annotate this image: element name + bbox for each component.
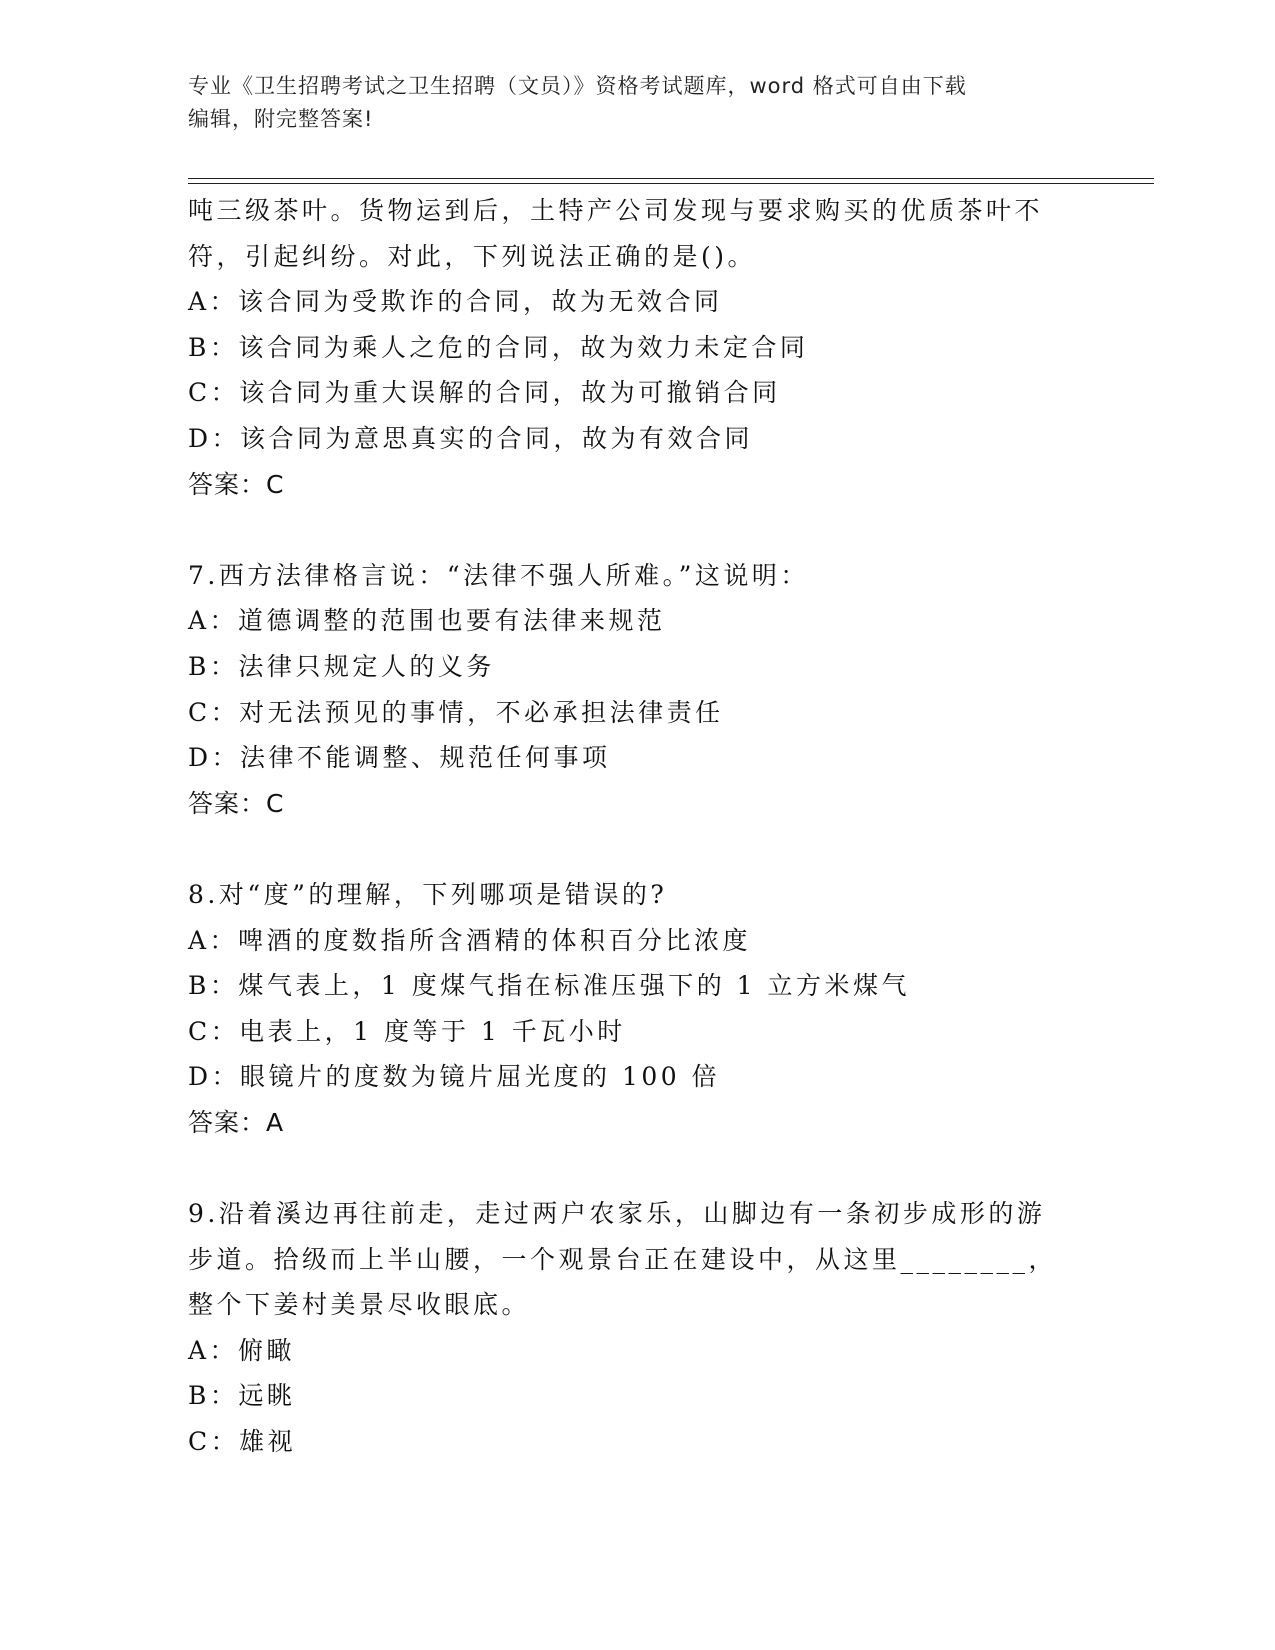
option-b: B：法律只规定人的义务 <box>188 651 495 681</box>
question-stem: 7.西方法律格言说：“法律不强人所难。”这说明： <box>188 560 809 590</box>
answer-line: 答案：C <box>188 788 285 818</box>
option-c: C：对无法预见的事情，不必承担法律责任 <box>188 697 724 727</box>
question-list <box>188 188 1088 1465</box>
option-b: B：远眺 <box>188 1381 296 1411</box>
header-line-1: 专业《卫生招聘考试之卫生招聘（文员）》资格考试题库，word 格式可自由下载 <box>188 74 967 98</box>
header-rule-bottom <box>188 183 1154 184</box>
spacer <box>188 826 1088 872</box>
option-a: A：该合同为受欺诈的合同，故为无效合同 <box>188 287 723 317</box>
spacer <box>188 507 1088 553</box>
option-d: D：该合同为意思真实的合同，故为有效合同 <box>188 423 754 453</box>
option-a: A：道德调整的范围也要有法律来规范 <box>188 606 666 636</box>
document-header <box>188 70 1088 136</box>
question-stem: 8.对“度”的理解，下列哪项是错误的? <box>188 879 668 909</box>
answer-line: 答案：A <box>188 1107 285 1137</box>
option-b: B：煤气表上，1 度煤气指在标准压强下的 1 立方米煤气 <box>188 971 911 1001</box>
question-stem: 整个下姜村美景尽收眼底。 <box>188 1290 531 1320</box>
option-c: C：雄视 <box>188 1427 297 1457</box>
question-stem: 吨三级茶叶。货物运到后，土特产公司发现与要求购买的优质茶叶不 <box>188 196 1044 225</box>
question-6 <box>188 188 1088 507</box>
question-stem: 符，引起纠纷。对此，下列说法正确的是()。 <box>188 241 757 271</box>
header-rule-top <box>188 178 1154 179</box>
answer-line: 答案：C <box>188 469 285 499</box>
question-stem: 步道。拾级而上半山腰，一个观景台正在建设中，从这里________， <box>188 1244 1058 1274</box>
header-line-2: 编辑，附完整答案! <box>188 107 374 131</box>
option-c: C：该合同为重大误解的合同，故为可撤销合同 <box>188 378 781 408</box>
option-c: C：电表上，1 度等于 1 千瓦小时 <box>188 1016 626 1046</box>
option-d: D：法律不能调整、规范任何事项 <box>188 743 611 773</box>
option-b: B：该合同为乘人之危的合同，故为效力未定合同 <box>188 332 809 362</box>
question-8 <box>188 872 1088 1146</box>
question-7 <box>188 553 1088 827</box>
spacer <box>188 1145 1088 1191</box>
question-stem: 9.沿着溪边再往前走，走过两户农家乐，山脚边有一条初步成形的游 <box>188 1199 1046 1229</box>
question-9 <box>188 1191 1088 1465</box>
option-a: A：俯瞰 <box>188 1335 296 1365</box>
option-d: D：眼镜片的度数为镜片屈光度的 100 倍 <box>188 1062 721 1092</box>
option-a: A：啤酒的度数指所含酒精的体积百分比浓度 <box>188 925 752 955</box>
